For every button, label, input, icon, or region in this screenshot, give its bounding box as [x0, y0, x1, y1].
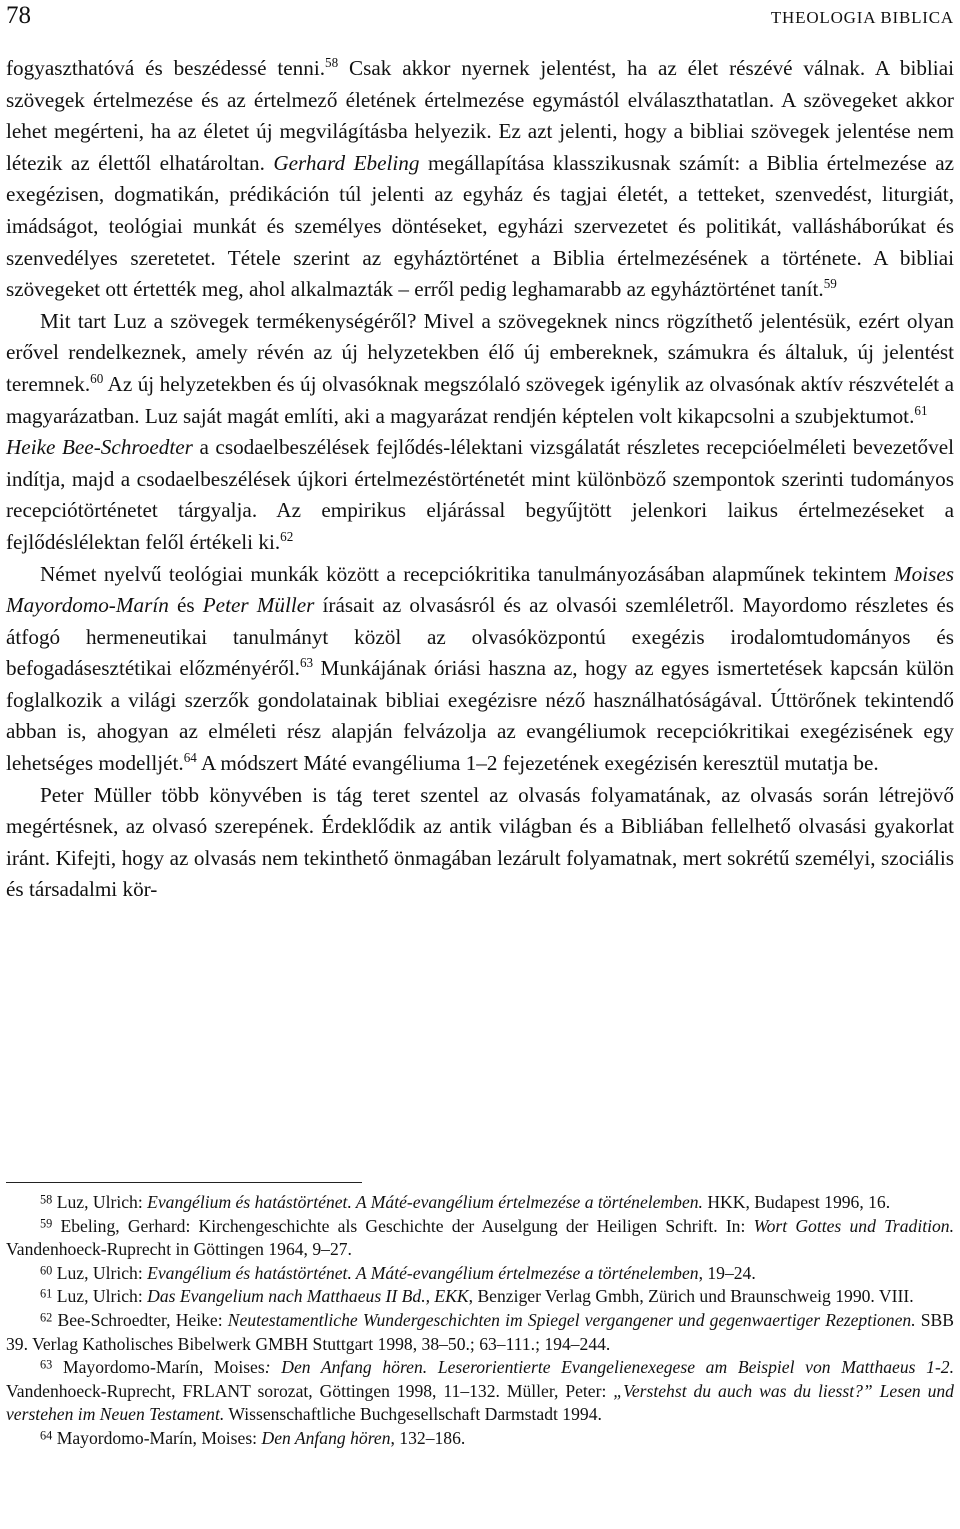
text-run: A módszert Máté evangéliuma 1–2 fejezetének exegézisén keresztül mutatja be.: [196, 751, 879, 776]
paragraph: [6, 432, 954, 558]
italic-text: Peter Müller: [202, 593, 315, 618]
italic-text: Den Anfang hören: [261, 1427, 391, 1448]
text-run: és: [168, 593, 203, 618]
text-run: , 132–186.: [390, 1427, 466, 1448]
italic-text: Neutestamentliche Wundergeschichten im Spiegel vergangener und gegenwaertiger Rezeptionen.: [227, 1309, 916, 1330]
text-run: Mit tart Luz a szövegek termékenységéről? Mivel a szövegeknek nincs rögzíthető jelentésük, ezért olyan erővel rendelkeznek, amely révén az új helyzetekben élő új embereknek, számukra és általuk, új jelentést teremnek.: [6, 308, 954, 396]
italic-text: Moises Mayordomo-Marín: [6, 561, 954, 618]
text-run: Vandenhoeck-Ruprecht, FRLANT sorozat, Göttingen 1998, 11–132. Müller, Peter:: [6, 1380, 614, 1401]
footnote-number: 62: [40, 1310, 53, 1325]
footnote-reference: 60: [90, 371, 104, 387]
text-run: megállapítása klasszikusnak számít: a Biblia értelmezése az exegézisen, dogmatikán, prédikáción túl jelenti az egyház és tagjai életét, a tetteket, szenvedést, liturgiát, imádságot, teológiai munkát és személyes döntéseket, egyházi szervezetet és politikát, vallásháborúkat és szenvedélyes szeretetet. Tétele szerint az egyháztörténet a Biblia értelmezésének a története. A bibliai szövegeket ott értették meg, ahol alkalmazták – erről pedig leghamarabb az egyháztörténet tanít.: [6, 150, 954, 302]
footnote-number: 60: [40, 1263, 53, 1278]
text-run: Német nyelvű teológiai munkák között a recepciókritika tanulmányozásában alapműnek tekintem: [40, 561, 894, 586]
text-run: Mayordomo-Marín, Moises: [62, 1357, 265, 1378]
text-run: Az új helyzetekben és új olvasóknak megszólaló szövegek igénylik az olvasónak aktív részvételét a magyarázatban. Luz saját magát említi, aki a magyarázat rendjén képtelen volt kikapcsolni a szubjektumot.: [6, 371, 954, 428]
italic-text: Gerhard Ebeling: [273, 150, 420, 175]
footnote-reference: 61: [914, 402, 928, 418]
text-run: Vandenhoeck-Ruprecht in Göttingen 1964, 9–27.: [6, 1239, 352, 1260]
italic-text: Evangélium és hatástörténet. A Máté-evangélium értelmezése a történelemben: [147, 1262, 699, 1283]
footnotes: [6, 1191, 954, 1451]
footnote-number: 61: [40, 1287, 53, 1302]
footnote-reference: 64: [183, 750, 197, 766]
text-run: Peter Müller több könyvében is tág teret szentel az olvasás folyamatának, az olvasás során létrejövő megértésnek, az olvasó szerepének. Érdeklődik az antik világban és a Bibliában fellelhető olvasási gyakorlat iránt. Kifejti, hogy az olvasás nem tekinthető önmagában lezárult folyamatnak, mert sokrétű személyi, szociális és társadalmi kör-: [6, 782, 954, 902]
text-run: , Benziger Verlag Gmbh, Zürich und Braunschweig 1990. VIII.: [468, 1286, 914, 1307]
italic-text: Wort Gottes und Tradition.: [753, 1215, 954, 1236]
text-run: Luz, Ulrich:: [56, 1192, 148, 1212]
paragraph: [6, 53, 954, 306]
italic-text: : Den Anfang hören. Leserorientierte Evangelienexegese am Beispiel von Matthaeus 1-2.: [264, 1357, 955, 1378]
footnote-number: 64: [40, 1428, 53, 1443]
text-run: a csodaelbeszélések fejlődés-lélektani vizsgálatát részletes recepcióelméleti bevezetővel indítja, majd a csodaelbeszélések újkori értelmezéstörténetét mint különböző szempontok szerinti tudományos recepciótörténetet tárgyalja. Az empirikus eljárással begyűjtött jelenkori laikus értelmezéseket a fejlődéslélektan felől értékeli ki.: [6, 435, 954, 554]
text-run: Luz, Ulrich:: [56, 1286, 148, 1307]
text-run: Mayordomo-Marín, Moises:: [56, 1427, 262, 1448]
italic-text: Das Evangelium nach Matthaeus II Bd., EKK: [147, 1286, 469, 1307]
main-text: [6, 53, 954, 906]
running-title: THEOLOGIA BIBLICA: [770, 8, 954, 27]
footnote: [6, 1309, 954, 1356]
paragraph: [6, 306, 954, 432]
text-run: Bee-Schroedter, Heike:: [57, 1309, 228, 1330]
footnote-divider: [6, 1182, 362, 1183]
footnote-reference: 58: [325, 55, 339, 71]
text-run: Luz, Ulrich:: [56, 1262, 148, 1283]
text-run: HKK, Budapest 1996, 16.: [702, 1192, 891, 1212]
footnote-reference: 59: [823, 276, 837, 292]
italic-text: Evangélium és hatástörténet. A Máté-evangélium értelmezése a történelemben.: [147, 1192, 703, 1212]
footnote: [6, 1191, 954, 1215]
text-run: , 19–24.: [698, 1262, 756, 1283]
text-run: SBB 39. Verlag Katholisches Bibelwerk GMBH Stuttgart 1998, 38–50.; 63–111.; 194–244.: [6, 1309, 954, 1354]
paragraph: [6, 780, 954, 906]
footnote: [6, 1262, 954, 1286]
italic-text: Heike Bee-Schroedter: [6, 435, 193, 460]
italic-text: „Verstehst du auch was du liesst?” Lesen und verstehen im Neuen Testament.: [6, 1380, 954, 1425]
paragraph: [6, 559, 954, 780]
footnote-number: 58: [40, 1192, 53, 1207]
footnote: [6, 1215, 954, 1262]
text-run: Ebeling, Gerhard: Kirchengeschichte als Geschichte der Auselgung der Heiligen Schrift. In:: [60, 1215, 754, 1236]
footnote: [6, 1285, 954, 1309]
page-header: [4, 2, 956, 32]
text-run: Csak akkor nyernek jelentést, ha az élet részévé válnak. A bibliai szövegek értelmezése és az értelmező életének értelmezése egymástól elválaszthatatlan. A szövegeket akkor lehet megérteni, ha az életet új megvilágításba helyezik. Ez azt jelenti, hogy a bibliai szövegek jelentése nem létezik az élettől elhatároltan.: [6, 56, 954, 175]
text-run: Wissenschaftliche Buchgesellschaft Darmstadt 1994.: [224, 1404, 602, 1425]
footnote-number: 59: [40, 1216, 53, 1231]
footnote: [6, 1427, 954, 1451]
text-run: fogyaszthatóvá és beszédessé tenni.: [6, 56, 326, 80]
footnote: [6, 1356, 954, 1427]
text-run: írásait az olvasásról és az olvasói szemléletről. Mayordomo részletes és átfogó hermeneutikai tanulmányt közöl az olvasóközpontú exegézis irodalomtudományos és befogadásesztétikai előzményéről.: [6, 593, 954, 681]
text-run: Munkájának óriási haszna az, hogy az egyes ismertetések kapcsán külön foglalkozik a világi szerzők gondolatainak bibliai exegézisre néző használhatóságával. Úttörőnek tekintendő abban is, ahogyan az elméleti rész alapján felvázolja az evangéliumok recepciókritikai exegézisének egy lehetséges modelljét.: [6, 656, 954, 776]
footnote-number: 63: [40, 1357, 53, 1372]
footnote-reference: 63: [299, 655, 314, 671]
footnote-reference: 62: [280, 529, 294, 545]
page-number: 78: [6, 2, 31, 29]
